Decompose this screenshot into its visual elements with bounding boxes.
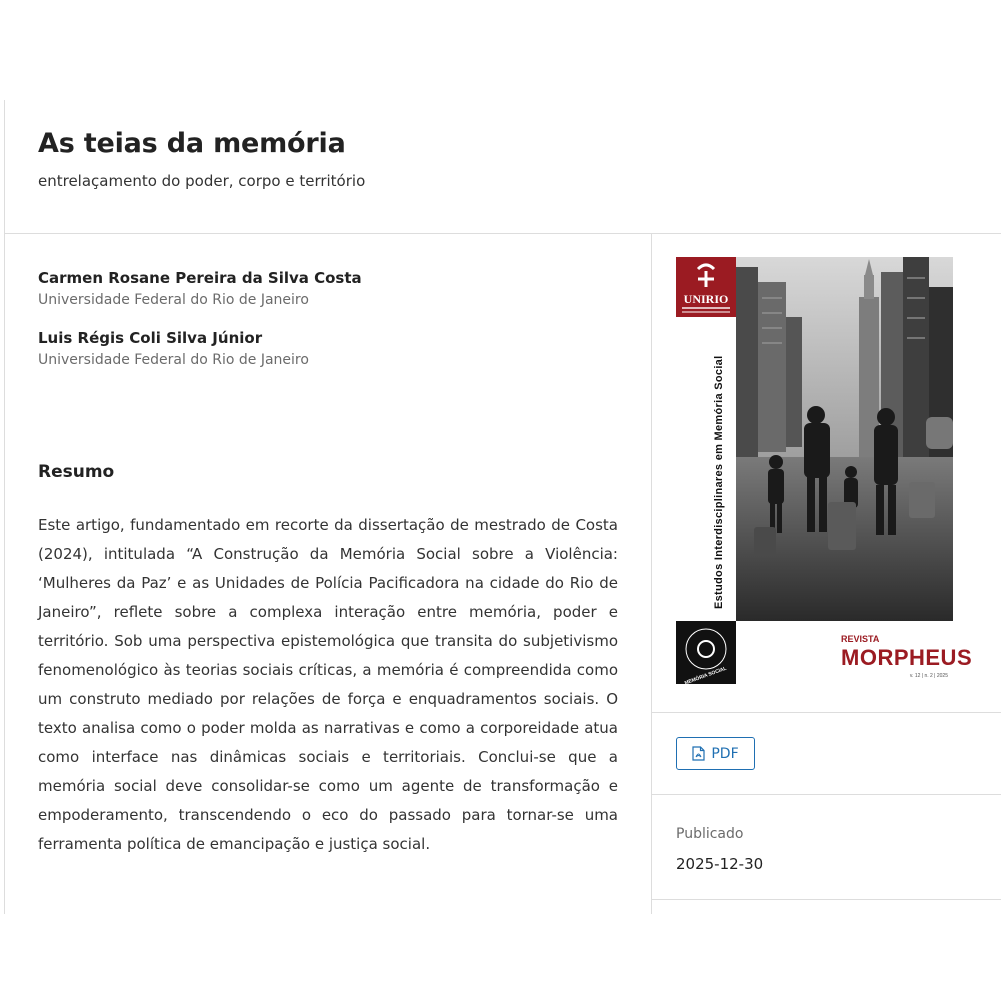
abstract-heading: Resumo: [38, 462, 115, 482]
issue-text: v. 12 | n. 2 | 2025: [909, 673, 948, 679]
badge-text: MEMÓRIA SOCIAL: [683, 665, 728, 687]
pdf-download-button[interactable]: [676, 737, 755, 770]
pdf-label: PDF: [711, 745, 739, 762]
published-date: 2025-12-30: [676, 855, 764, 873]
journal-cover-image[interactable]: [676, 257, 973, 687]
journal-name-text: MORPHEUS: [841, 645, 973, 670]
unirio-logo: [676, 257, 736, 317]
published-label: Publicado: [676, 826, 744, 842]
abstract-text: Este artigo, fundamentado em recorte da dissertação de mestrado de Costa (2024), intitulada “A Construção da Memória Social sobre a Violência: ‘Mulheres da Paz’ e as Unidades de Polícia Pacificadora na cidade do Rio de Janeiro”, reflete sobre a complexa interação entre memória, poder e território. Sob uma perspectiva epistemológica que transita do subjetivismo fenomenológico às teorias sociais críticas, a memória é compreendida como um construto mediado por relações de força e enquadramentos sociais. O texto analisa como o poder molda as narrativas e como a corporeidade atua como interface nas dinâmicas sociais e territoriais. Conclui-se que a memória social deve consolidar-se como um agente de transformação e empoderamento, transcendendo o eco do passado para tornar-se uma ferramenta política de emancipação e justiça social.: [38, 516, 618, 853]
article-header: [5, 100, 1001, 234]
author-entry: [38, 329, 309, 368]
unirio-logo-text: UNIRIO: [683, 292, 729, 306]
cover-vertical-title: Estudos Interdisciplinares em Memória Social: [713, 355, 725, 609]
revista-label: REVISTA: [841, 634, 880, 644]
cover-street-photo: [736, 257, 953, 621]
article-main: [5, 234, 652, 914]
sidebar-divider: [652, 899, 1001, 900]
sidebar-divider: [652, 712, 1001, 713]
sidebar-divider: [652, 794, 1001, 795]
pdf-file-icon: [692, 746, 705, 761]
article-subtitle: entrelaçamento do poder, corpo e território: [38, 172, 366, 190]
article-sidebar: [652, 234, 1001, 914]
article-title: As teias da memória: [38, 128, 346, 159]
memoria-social-badge: [676, 621, 736, 686]
article-details: [4, 100, 1001, 914]
author-name: Luis Régis Coli Silva Júnior: [38, 329, 263, 347]
author-affiliation: Universidade Federal do Rio de Janeiro: [38, 292, 309, 308]
author-affiliation: Universidade Federal do Rio de Janeiro: [38, 352, 309, 368]
author-entry: [38, 269, 362, 308]
author-name: Carmen Rosane Pereira da Silva Costa: [38, 269, 362, 287]
